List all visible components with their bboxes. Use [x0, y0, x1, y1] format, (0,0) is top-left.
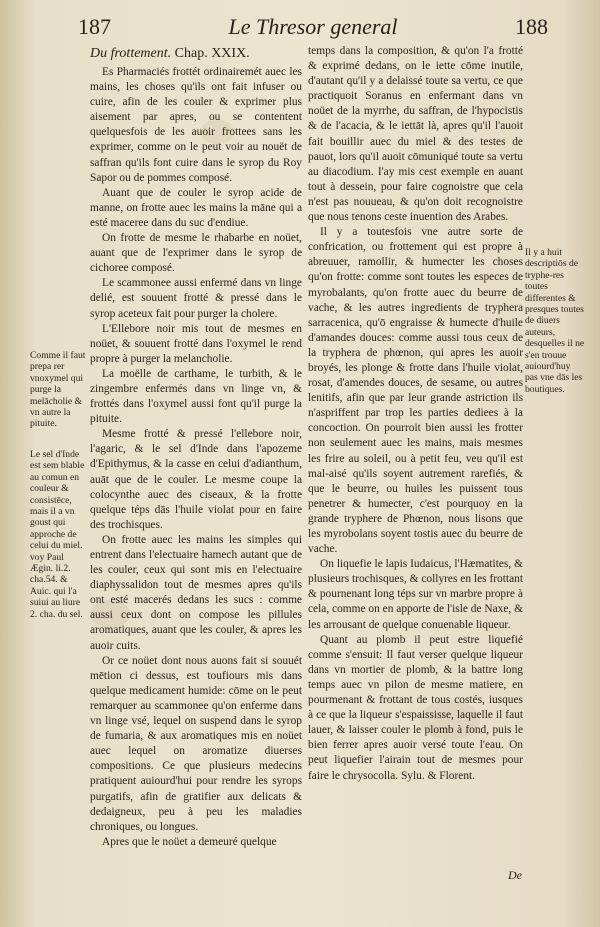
paragraph: On liquefie le lapis Iudaicus, l'Hæmatites, & plusieurs trochisques, & collyres en les frottant & pournenant long téps sur vn marbre propre à cela, comme on en apporte de l'isle de Naxe, & les arrousant de quelque conuenable liqueur.: [308, 558, 523, 631]
paragraph: Mesme frotté & pressé l'ellebore noir, l'agaric, & le sel d'Inde dans l'apozeme d'Epithymus, & la casse en celui d'adianthum, auāt que de le couler. Le mesme coupe la colocynthe auec des ciseaux, & la frotte quelque téps dās l'huile violat pour en faire des trochisques.: [90, 428, 302, 531]
right-page-number: 188: [514, 14, 548, 39]
left-page-number: 187: [78, 14, 111, 39]
margin-note-left: Le sel d'Inde est sem blable au comun en couleur & consistēce, mais il a vn goust qui approche de celui du miel. voy Paul Ægin. li.2. cha.54. & Auic. qui l'a suiui au liure 2. cha. du sel.: [30, 449, 85, 620]
margin-note-right: Il y a huit descriptiōs de tryphe-res toutes differentes & presques toutes de diuers auteurs, desquelles il ne s'en trouue auiourd'huy pas vne dās les boutiques.: [525, 247, 585, 395]
catchword: De: [508, 868, 522, 882]
margin-note-left: Comme il faut prepa rer vnoxymel qui purge la melācholie & vn autre la pituite.: [30, 350, 86, 430]
left-text-column: [90, 44, 302, 850]
paragraph: Quant au plomb il peut estre liquefié comme s'ensuit: Il faut verser quelque liqueur dans vn mortier de plomb, & la battre long temps auec vn pilon de mesme matiere, en pourmenant & frottant de tous costés, iusques à ce que la liqueur s'espaississe, laquelle il faut lauer, & laisser couler le plomb à fond, puis le bien ferrer apres auoir versé toute l'eau. On peut liquefier l'airain tout de mesmes pour faire le chrysocolla. Sylu. & Florent.: [308, 633, 523, 782]
chapter-heading: [90, 44, 302, 64]
paragraph: Apres que le noüet a demeuré quelque: [102, 835, 277, 848]
paragraph: Il y a toutesfois vne autre sorte de confrication, ou frottement qui est propre à abreuuer, ramollir, & humecter les choses qu'on frotte: comme sont toutes les especes de myrobalants, qu'on frotte auec du beurre de vache, & les autres ingredients de tryphera sarracenica, qu'ō engraisse & humecte d'huile d'amandes douces: comme aussi tous ceux de la tryphera de phœnon, qui apres les auoir broyés, les plonge & frotte dans l'huile violat, rosat, d'amendes douces, de sesame, ou autres lenitifs, afin que par leur grande astriction ils n'aspriffent par trop les parties dediees à la concoction. On pourroit bien aussi les frotter non seulement auec les mains, mais mesmes les frire au soleil, ou à petit feu, veu qu'il est mal-aisé qu'ils soyent autrement rarefiés, & que le beurre, ou huiles les puissent tous penetrer & humecter, c'est pourquoy en la grande tryphere de Phœnon, nous lisons que les myrobolans soyent tostis auec du beurre de vache.: [308, 226, 523, 556]
paragraph: On frotte de mesme le rhabarbe en noüet, auant que de l'exprimer dans le syrop de cichoree composé.: [90, 232, 302, 275]
chapter-title: Du frottement.: [90, 46, 172, 61]
paragraph: Le scammonee aussi enfermé dans vn linge delié, est souuent frotté & pressé dans le syrop aceteux fait pour purger la cholere.: [90, 277, 302, 320]
page-header: [78, 14, 548, 40]
paragraph: Or ce noüet dont nous auons fait si souuét mētion ci dessus, est toufiours mis dans quelque medicament humide: cōme on le peut remarquer au scammonee qu'on enferme dans vn linge vsé, lequel on suspend dans le syrop de fumaria, & aux aromatiques mis en noüet auec lequel on aromatize diuerses compositions. Ce que plusieurs medecins pratiquent auiourd'hui pour rendre les syrops purgatifs, afin de gratifier aux delicats & dedaigneux, peu à peu les maladies chroniques, ou longues.: [90, 654, 302, 833]
paragraph: On frotte auec les mains les simples qui entrent dans l'electuaire hamech autant que de les couler, ceux qui sont mis en l'electuaire diaphyssalidon tout de mesmes apres qu'ils ont esté macerés dedans les sucs : comme aussi ceux dont on compose les pillules aromatiques, auant que les couler, & apres les auoir cuits.: [90, 533, 302, 652]
chapter-number: Chap. XXIX.: [174, 46, 250, 61]
paragraph: temps dans la composition, & qu'on l'a frotté & exprimé dedans, on le iette cōme inutile, d'autant qu'il y a delaissé toute sa vertu, ce que practiquoit Soranus en enfermant dans vn noüet de la myrrhe, du saffran, de l'hypocistis & de l'acacia, & le iettāt là, apres qu'il l'auoit fait bouillir auec du miel & des testes de pauot, lors qu'il auoit cōmuniqué toute sa vertu au diacodium. I'ay mis cest exemple en auant tout à dessein, pour faire cognoistre que cela n'est pas nouueau, & qu'on doit recognoistre que nous tenons ceste inuention des Arabes.: [308, 45, 523, 224]
paragraph: Es Pharmaciés frottét ordinairemét auec les mains, les choses qu'ils ont fait infuser ou cuire, afin de les couler & exprimer plus aisement par apres, ou se contentent quelquesfois de les auoir frottees sans les exprimer, comme on le peut voir au nouët de saffran qu'ils font cuire dans le syrop du Roy Sapor ou de pommes composé.: [90, 66, 302, 184]
paragraph: La moëlle de carthame, le turbith, & le zingembre enfermés dans vn linge vn, & frottés dans l'oxymel aussi font qu'il purge la pituite.: [90, 367, 302, 426]
running-title: Le Thresor general: [228, 14, 398, 39]
paragraph: Auant que de couler le syrop acide de manne, on frotte auec les mains la māne qui a esté maceree dans du suc d'endiue.: [90, 186, 302, 229]
paragraph: L'Ellebore noir mis tout de mesmes en noüet, & souuent frotté dans l'oxymel le rend propre à purger la melancholie.: [90, 322, 302, 365]
right-text-column: [308, 44, 523, 784]
